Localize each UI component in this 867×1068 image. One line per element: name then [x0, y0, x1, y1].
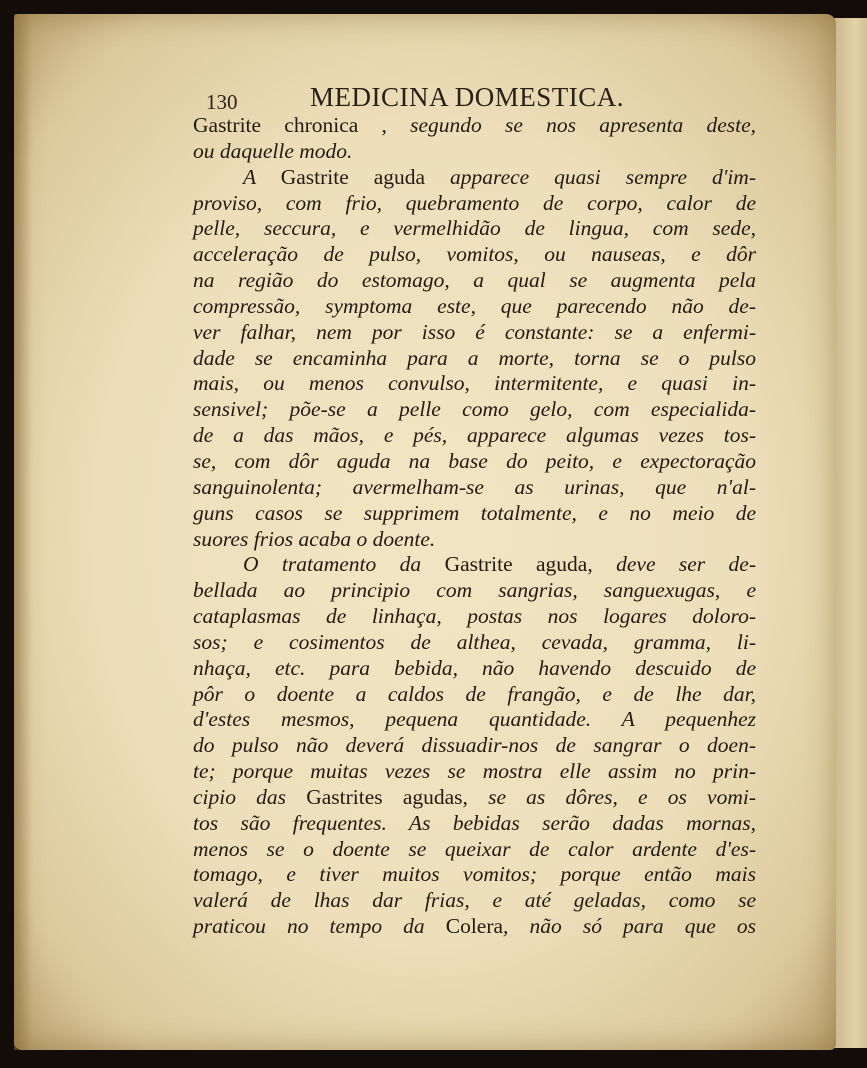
- italic-text: sensivel; põe-se a pelle como gelo, com especialida-: [193, 397, 756, 422]
- text-line: [193, 165, 756, 191]
- text-line: [193, 320, 756, 346]
- italic-text: de a das mãos, e pés, apparece algumas vezes tos-: [193, 423, 756, 448]
- italic-text: acceleração de pulso, vomitos, ou nauseas, e dôr: [193, 242, 756, 267]
- italic-text: dade se encaminha para a morte, torna se o pulso: [193, 345, 756, 370]
- italic-text: d'estes mesmos, pequena quantidade. A pequenhez: [193, 707, 756, 732]
- text-line: [193, 242, 756, 268]
- italic-text: compressão, symptoma este, que parecendo não de-: [193, 293, 756, 318]
- italic-text: se as dôres, e os vomi-: [488, 784, 756, 809]
- italic-text: ver falhar, nem por isso é constante: se a enfermi-: [193, 319, 756, 344]
- text-line: [193, 552, 756, 578]
- text-line: [193, 914, 756, 940]
- italic-text: sanguinolenta; avermelham-se as urinas, que n'al-: [193, 474, 756, 499]
- italic-text: A: [243, 164, 281, 189]
- italic-text: cataplasmas de linhaça, postas nos logares doloro-: [193, 604, 756, 629]
- italic-text: bellada ao principio com sangrias, sanguexugas, e: [193, 578, 756, 603]
- text-line: [193, 888, 756, 914]
- text-line: [193, 139, 756, 165]
- text-line: [193, 475, 756, 501]
- text-line: [193, 294, 756, 320]
- italic-text: tos são frequentes. As bebidas serão dadas mornas,: [193, 810, 756, 835]
- italic-text: deve ser de-: [616, 552, 756, 577]
- italic-text: nhaça, etc. para bebida, não havendo descuido de: [193, 655, 756, 680]
- text-line: [193, 527, 756, 553]
- text-line: [193, 759, 756, 785]
- text-line: [193, 346, 756, 372]
- italic-text: segundo se nos apresenta deste,: [410, 113, 756, 137]
- text-line: [193, 785, 756, 811]
- text-line: [193, 862, 756, 888]
- italic-text: O tratamento da: [243, 552, 445, 577]
- page-number: 130: [206, 90, 238, 114]
- italic-text: cipio das: [193, 784, 307, 809]
- italic-text: te; porque muitas vezes se mostra elle assim no prin-: [193, 759, 756, 784]
- italic-text: guns casos se supprimem totalmente, e no meio de: [193, 500, 756, 525]
- text-line: [193, 191, 756, 217]
- italic-text: proviso, com frio, quebramento de corpo, calor de: [193, 190, 756, 215]
- italic-text: ou daquelle modo.: [193, 138, 353, 163]
- text-line: [193, 837, 756, 863]
- italic-text: pôr o doente a caldos de frangão, e de lhe dar,: [193, 681, 756, 706]
- text-line: [193, 216, 756, 242]
- text-line: [193, 371, 756, 397]
- text-line: [193, 423, 756, 449]
- running-title: MEDICINA DOMESTICA.: [310, 82, 625, 112]
- text-line: [193, 113, 756, 139]
- text-line: [193, 604, 756, 630]
- italic-text: , não só para que os: [503, 914, 756, 939]
- text-line: [193, 578, 756, 604]
- body-text: [193, 113, 756, 940]
- text-line: [193, 811, 756, 837]
- roman-text: Gastrite chronica ,: [193, 113, 411, 137]
- text-line: [193, 656, 756, 682]
- italic-text: sos; e cosimentos de althea, cevada, gramma, li-: [193, 629, 756, 654]
- roman-text: Gastrite aguda,: [444, 552, 617, 577]
- roman-text: Gastrites agudas,: [306, 784, 489, 809]
- italic-text: apparece quasi sempre d'im-: [450, 164, 756, 189]
- text-line: [193, 707, 756, 733]
- text-line: [193, 630, 756, 656]
- roman-text: Colera: [445, 914, 504, 939]
- text-line: [193, 397, 756, 423]
- italic-text: se, com dôr aguda na base do peito, e expectoração: [193, 448, 756, 473]
- italic-text: valerá de lhas dar frias, e até geladas, como se: [193, 888, 756, 913]
- italic-text: mais, ou menos convulso, intermitente, e quasi in-: [193, 371, 756, 396]
- text-line: [193, 449, 756, 475]
- italic-text: menos se o doente se queixar de calor ardente d'es-: [193, 836, 756, 861]
- roman-text: Gastrite aguda: [280, 164, 451, 189]
- italic-text: pelle, seccura, e vermelhidão de lingua, com sede,: [193, 216, 756, 241]
- text-line: [193, 268, 756, 294]
- italic-text: na região do estomago, a qual se augmenta pela: [193, 268, 756, 293]
- page-header: [206, 82, 766, 114]
- italic-text: suores frios acaba o doente.: [193, 526, 436, 551]
- text-line: [193, 682, 756, 708]
- italic-text: praticou no tempo da: [193, 914, 446, 939]
- text-line: [193, 733, 756, 759]
- text-line: [193, 501, 756, 527]
- italic-text: do pulso não deverá dissuadir-nos de sangrar o doen-: [193, 733, 756, 758]
- italic-text: tomago, e tiver muitos vomitos; porque então mais: [193, 862, 756, 887]
